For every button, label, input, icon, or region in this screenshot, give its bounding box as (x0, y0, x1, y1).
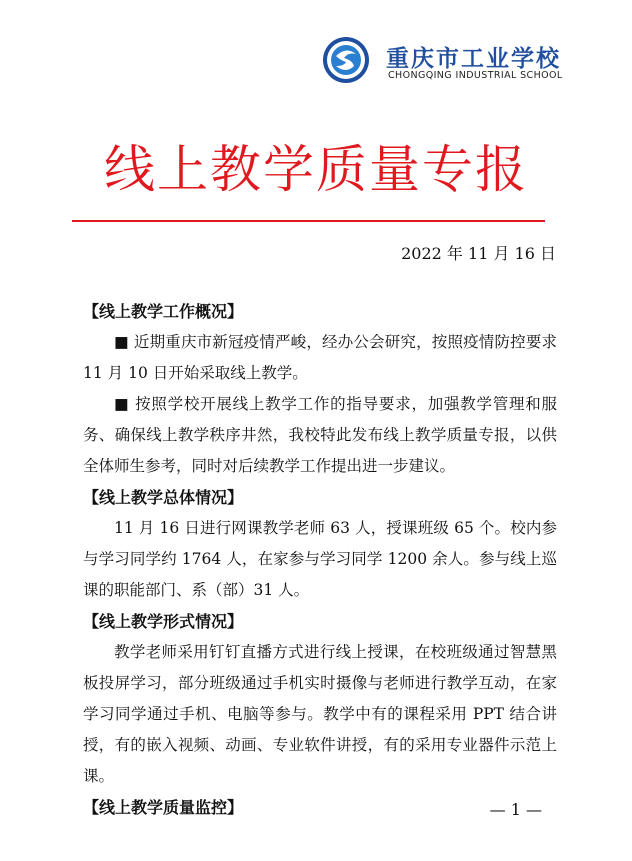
section-heading-overview: 【线上教学工作概况】 (83, 302, 244, 321)
school-emblem-icon (322, 36, 370, 84)
page-number: — 1 — (489, 800, 542, 819)
section-heading-monitoring: 【线上教学质量监控】 (83, 798, 244, 817)
report-date: 2022 年 11 月 16 日 (401, 244, 556, 263)
summary-paragraph: 11 月 16 日进行网课教学老师 63 人，授课班级 65 个。校内参与学习同学约 1764 人，在家参与学习同学 1200 余人。参与线上巡课的职能部门、系（部）31 人。 (83, 519, 557, 599)
document-title: 线上教学质量专报 (103, 141, 528, 200)
school-name-cn: 重庆市工业学校 (386, 45, 561, 72)
overview-paragraph-1: ■ 近期重庆市新冠疫情严峻，经办公会研究，按照疫情防控要求 11 月 10 日开始采取线上教学。 (83, 333, 557, 382)
document-body (83, 296, 557, 823)
format-paragraph: 教学老师采用钉钉直播方式进行线上授课，在校班级通过智慧黑板投屏学习，部分班级通过手机实时摄像与老师进行教学互动，在家学习同学通过手机、电脑等参与。教学中有的课程采用 PPT 结合讲授，有的嵌入视频、动画、专业软件讲授，有的采用专业器件示范上课。 (83, 643, 557, 785)
overview-paragraph-2: ■ 按照学校开展线上教学工作的指导要求，加强教学管理和服务、确保线上教学秩序井然，我校特此发布线上教学质量专报，以供全体师生参考，同时对后续教学工作提出进一步建议。 (83, 395, 557, 475)
section-heading-format: 【线上教学形式情况】 (83, 612, 244, 631)
title-divider (72, 220, 545, 222)
school-name-en: CHONGQING INDUSTRIAL SCHOOL (388, 70, 563, 81)
section-heading-summary: 【线上教学总体情况】 (83, 488, 244, 507)
